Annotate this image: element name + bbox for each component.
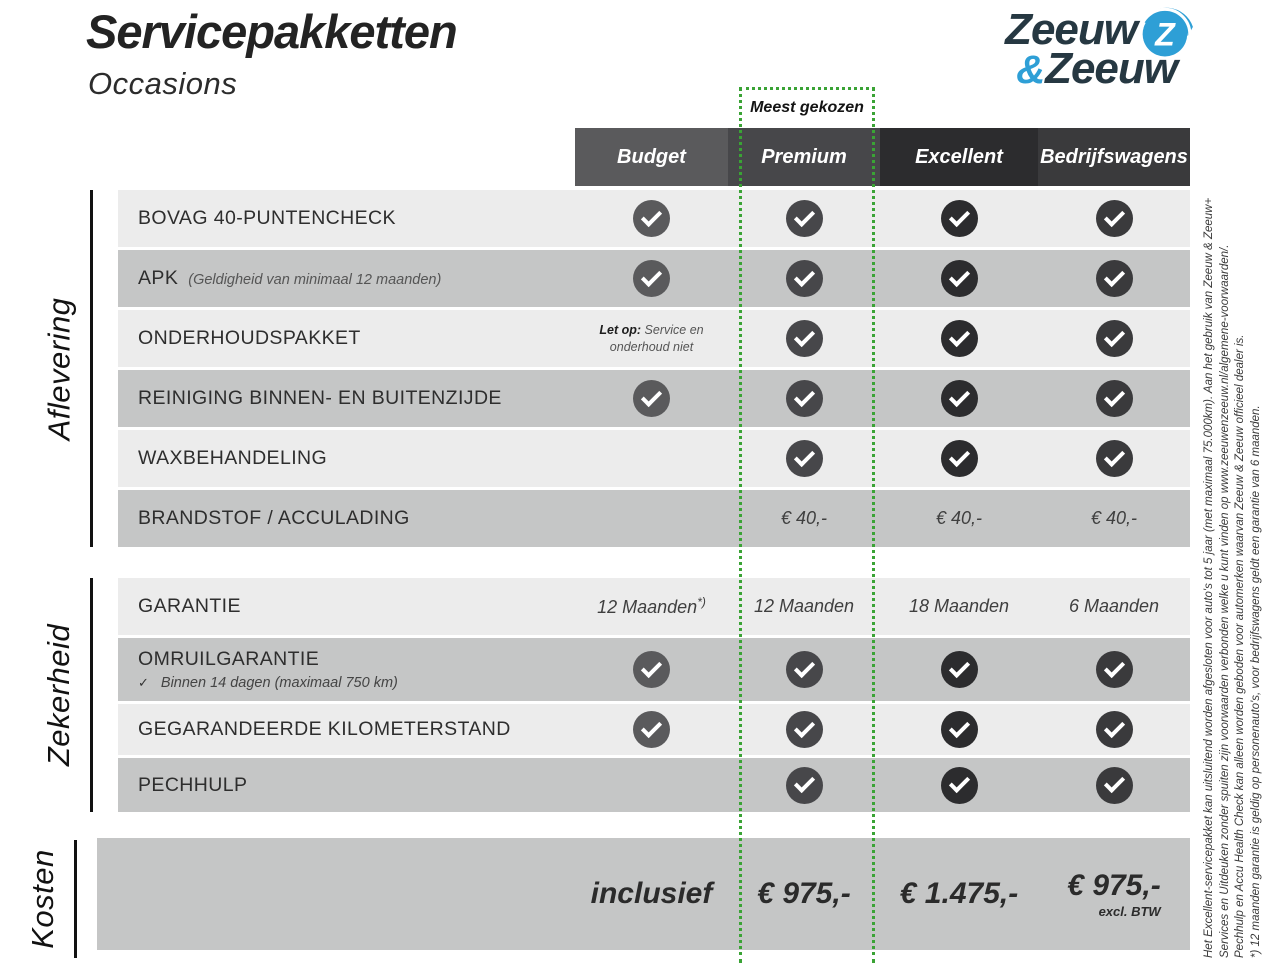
row-reiniging bbox=[118, 370, 1190, 427]
price-value: € 40,- bbox=[1090, 508, 1138, 528]
row-label: OMRUILGARANTIE bbox=[138, 648, 320, 670]
footnote-line: Services en Uitdeuken zonder spuiten zijn voorwaarden verbonden welke u kunt vinden op www.zeeuwenzeeuw.nl/algemene-voorwaarden/. bbox=[1218, 244, 1231, 958]
section-aflevering bbox=[28, 190, 93, 547]
check-icon bbox=[786, 260, 823, 297]
check-icon bbox=[1096, 260, 1133, 297]
logo-word-bottom: Zeeuw bbox=[1045, 44, 1177, 93]
row-label: BOVAG 40-PUNTENCHECK bbox=[138, 207, 396, 229]
garantie-value: 12 Maanden bbox=[753, 596, 855, 616]
row-pechhulp bbox=[118, 758, 1190, 812]
footnote-line: Pechhulp en Accu Health Check kan alleen worden geboden voor automerken waarvan Zeeuw & Zeeuw officieel dealer is. bbox=[1234, 334, 1246, 958]
kosten-bedrijfswagens-sub: excl. BTW bbox=[1098, 904, 1161, 919]
garantie-value: 18 Maanden bbox=[908, 596, 1010, 616]
check-icon bbox=[941, 440, 978, 477]
column-header-excellent: Excellent bbox=[880, 128, 1038, 186]
check-icon bbox=[1096, 320, 1133, 357]
row-kilometerstand bbox=[118, 704, 1190, 755]
check-icon bbox=[786, 440, 823, 477]
section-zekerheid bbox=[28, 578, 93, 812]
kosten-bedrijfswagens-value: € 975,- bbox=[1067, 869, 1161, 902]
check-icon bbox=[1096, 711, 1133, 748]
check-icon bbox=[633, 260, 670, 297]
check-icon bbox=[1096, 651, 1133, 688]
row-label: BRANDSTOF / ACCULADING bbox=[138, 507, 410, 529]
section-kosten bbox=[12, 840, 77, 958]
check-icon bbox=[941, 380, 978, 417]
garantie-value: 6 Maanden bbox=[1068, 596, 1160, 616]
page-subtitle: Occasions bbox=[88, 66, 238, 101]
svg-text:Z: Z bbox=[1155, 16, 1175, 53]
kosten-budget-value: inclusief bbox=[590, 877, 713, 910]
row-label: APK bbox=[138, 267, 179, 289]
check-icon bbox=[786, 380, 823, 417]
kosten-row bbox=[97, 838, 1190, 950]
row-label: GEGARANDEERDE KILOMETERSTAND bbox=[138, 718, 511, 740]
garantie-value: 12 Maanden*) bbox=[597, 595, 706, 617]
column-header-bedrijfswagens: Bedrijfswagens bbox=[1038, 128, 1190, 186]
row-label: ONDERHOUDSPAKKET bbox=[138, 327, 361, 349]
section-label: Kosten bbox=[25, 849, 61, 949]
check-icon bbox=[633, 651, 670, 688]
small-check-icon: ✓ bbox=[138, 675, 149, 690]
check-icon bbox=[941, 260, 978, 297]
row-onderhoudspakket bbox=[118, 310, 1190, 367]
footnote-line: Het Excellent-servicepakket kan uitsluitend worden afgesloten voor auto's tot 5 jaar (met maximaal 75.000km). Aan het gebruik van Zeeuw & Zeeuw+ bbox=[1203, 197, 1215, 958]
row-brandstof bbox=[118, 490, 1190, 547]
row-omruilgarantie bbox=[118, 638, 1190, 701]
check-icon bbox=[1096, 380, 1133, 417]
check-icon bbox=[1096, 767, 1133, 804]
row-bovag bbox=[118, 190, 1190, 247]
zeeuw-en-zeeuw-logo bbox=[945, 2, 1195, 94]
row-label: GARANTIE bbox=[138, 595, 241, 617]
price-value: € 40,- bbox=[780, 508, 828, 528]
row-label: WAXBEHANDELING bbox=[138, 447, 328, 469]
logo-ampersand: & bbox=[1016, 48, 1046, 92]
kosten-premium-value: € 975,- bbox=[757, 877, 851, 910]
logo-word-top: Zeeuw bbox=[1005, 5, 1137, 54]
column-header-budget: Budget bbox=[575, 128, 728, 186]
check-icon bbox=[786, 767, 823, 804]
check-icon bbox=[633, 711, 670, 748]
column-header-premium: Premium bbox=[728, 128, 880, 186]
check-icon bbox=[941, 200, 978, 237]
check-icon bbox=[941, 711, 978, 748]
row-sublabel: Binnen 14 dagen (maximaal 750 km) bbox=[160, 675, 398, 691]
check-icon bbox=[633, 200, 670, 237]
section-label: Zekerheid bbox=[41, 623, 77, 767]
check-icon bbox=[941, 651, 978, 688]
page-title: Servicepakketten bbox=[86, 5, 457, 58]
row-garantie bbox=[118, 578, 1190, 635]
row-sublabel: (Geldigheid van minimaal 12 maanden) bbox=[188, 272, 442, 288]
footnote-line: *) 12 maanden garantie is geldig op personenauto's, voor bedrijfswagens geldt een garantie van 6 maanden. bbox=[1249, 405, 1262, 958]
row-label: PECHHULP bbox=[138, 773, 248, 796]
budget-note: Let op: Service en onderhoud niet bbox=[599, 322, 704, 354]
check-icon bbox=[786, 320, 823, 357]
check-icon bbox=[786, 651, 823, 688]
section-label: Aflevering bbox=[41, 297, 77, 440]
kosten-excellent-value: € 1.475,- bbox=[899, 877, 1019, 910]
price-value: € 40,- bbox=[935, 508, 983, 528]
row-label: REINIGING BINNEN- EN BUITENZIJDE bbox=[138, 387, 502, 409]
check-icon bbox=[633, 380, 670, 417]
footnotes bbox=[1202, 130, 1264, 958]
check-icon bbox=[1096, 440, 1133, 477]
check-icon bbox=[786, 200, 823, 237]
check-icon bbox=[1096, 200, 1133, 237]
check-icon bbox=[941, 320, 978, 357]
meest-gekozen-label: Meest gekozen bbox=[750, 99, 864, 116]
row-waxbehandeling bbox=[118, 430, 1190, 487]
check-icon bbox=[786, 711, 823, 748]
row-apk bbox=[118, 250, 1190, 307]
check-icon bbox=[941, 767, 978, 804]
